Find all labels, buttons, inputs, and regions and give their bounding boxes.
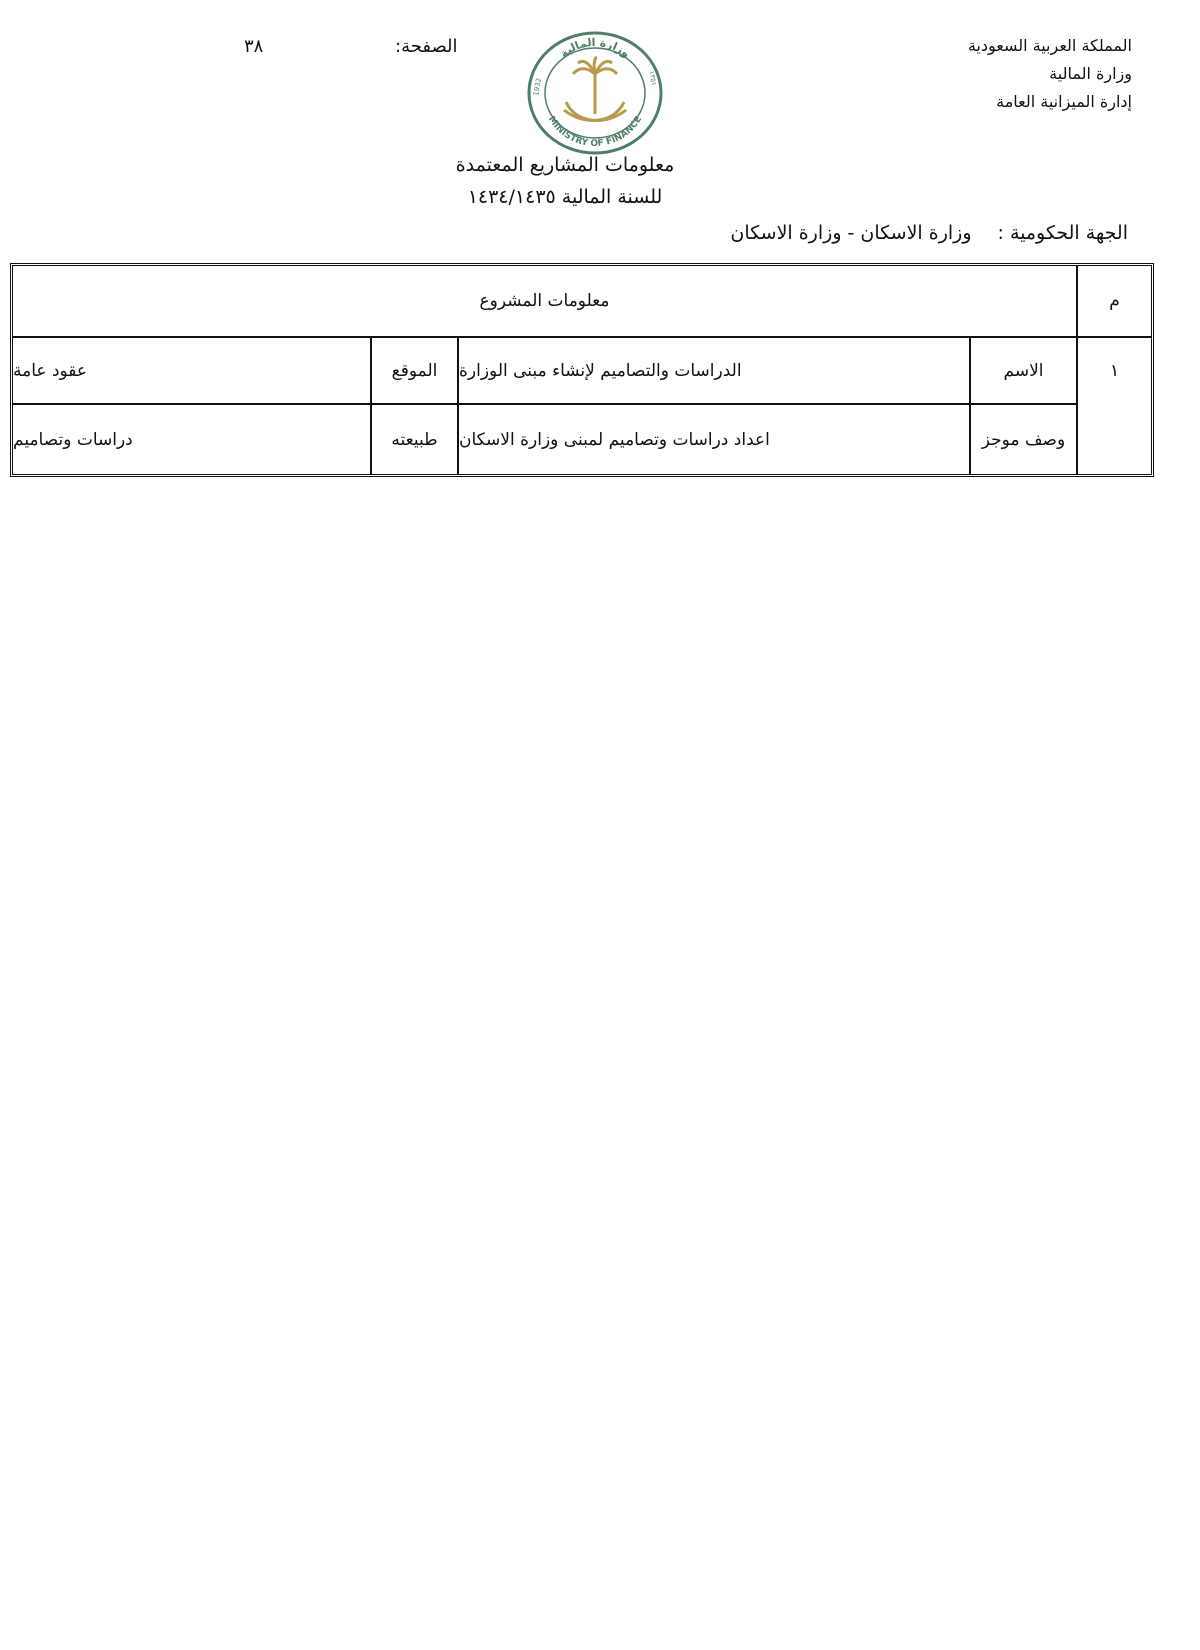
description-label: وصف موجز xyxy=(981,429,1066,450)
fiscal-year: للسنة المالية ١٤٣٤/١٤٣٥ xyxy=(467,186,663,208)
column-header-project-info: معلومات المشروع xyxy=(479,291,610,311)
agency-value: وزارة الاسكان - وزارة الاسكان xyxy=(730,222,972,244)
agency-label: الجهة الحكومية : xyxy=(997,222,1128,244)
kingdom-name: المملكة العربية السعودية xyxy=(967,36,1132,55)
project-info-table xyxy=(10,263,1154,477)
name-value: الدراسات والتصاميم لإنشاء مبنى الوزارة xyxy=(459,360,742,381)
column-header-index: م xyxy=(1109,291,1120,311)
page-number: ٣٨ xyxy=(244,36,264,57)
logo-year-right: ١٣٥١ xyxy=(647,70,658,87)
nature-label: طبيعته xyxy=(391,429,438,450)
location-label: الموقع xyxy=(391,360,438,381)
nature-value: دراسات وتصاميم xyxy=(13,429,133,450)
header-block xyxy=(872,32,1132,116)
location-value: عقود عامة xyxy=(13,360,88,381)
ministry-of-finance-logo xyxy=(526,30,664,156)
report-title: معلومات المشاريع المعتمدة xyxy=(455,154,675,176)
logo-year-left: 1932 xyxy=(532,77,544,97)
logo-top-text: وزارة المالية xyxy=(557,35,633,61)
palm-tree-icon xyxy=(573,57,617,114)
logo-bottom-text: MINISTRY OF FINANCE xyxy=(545,114,645,150)
government-agency xyxy=(730,222,1128,244)
department-name: إدارة الميزانية العامة xyxy=(996,92,1132,111)
page-label: الصفحة: xyxy=(395,36,458,57)
ministry-name: وزارة المالية xyxy=(1049,64,1132,83)
description-value: اعداد دراسات وتصاميم لمبنى وزارة الاسكان xyxy=(459,429,770,450)
name-label: الاسم xyxy=(1003,360,1044,381)
row-index: ١ xyxy=(1109,360,1120,381)
